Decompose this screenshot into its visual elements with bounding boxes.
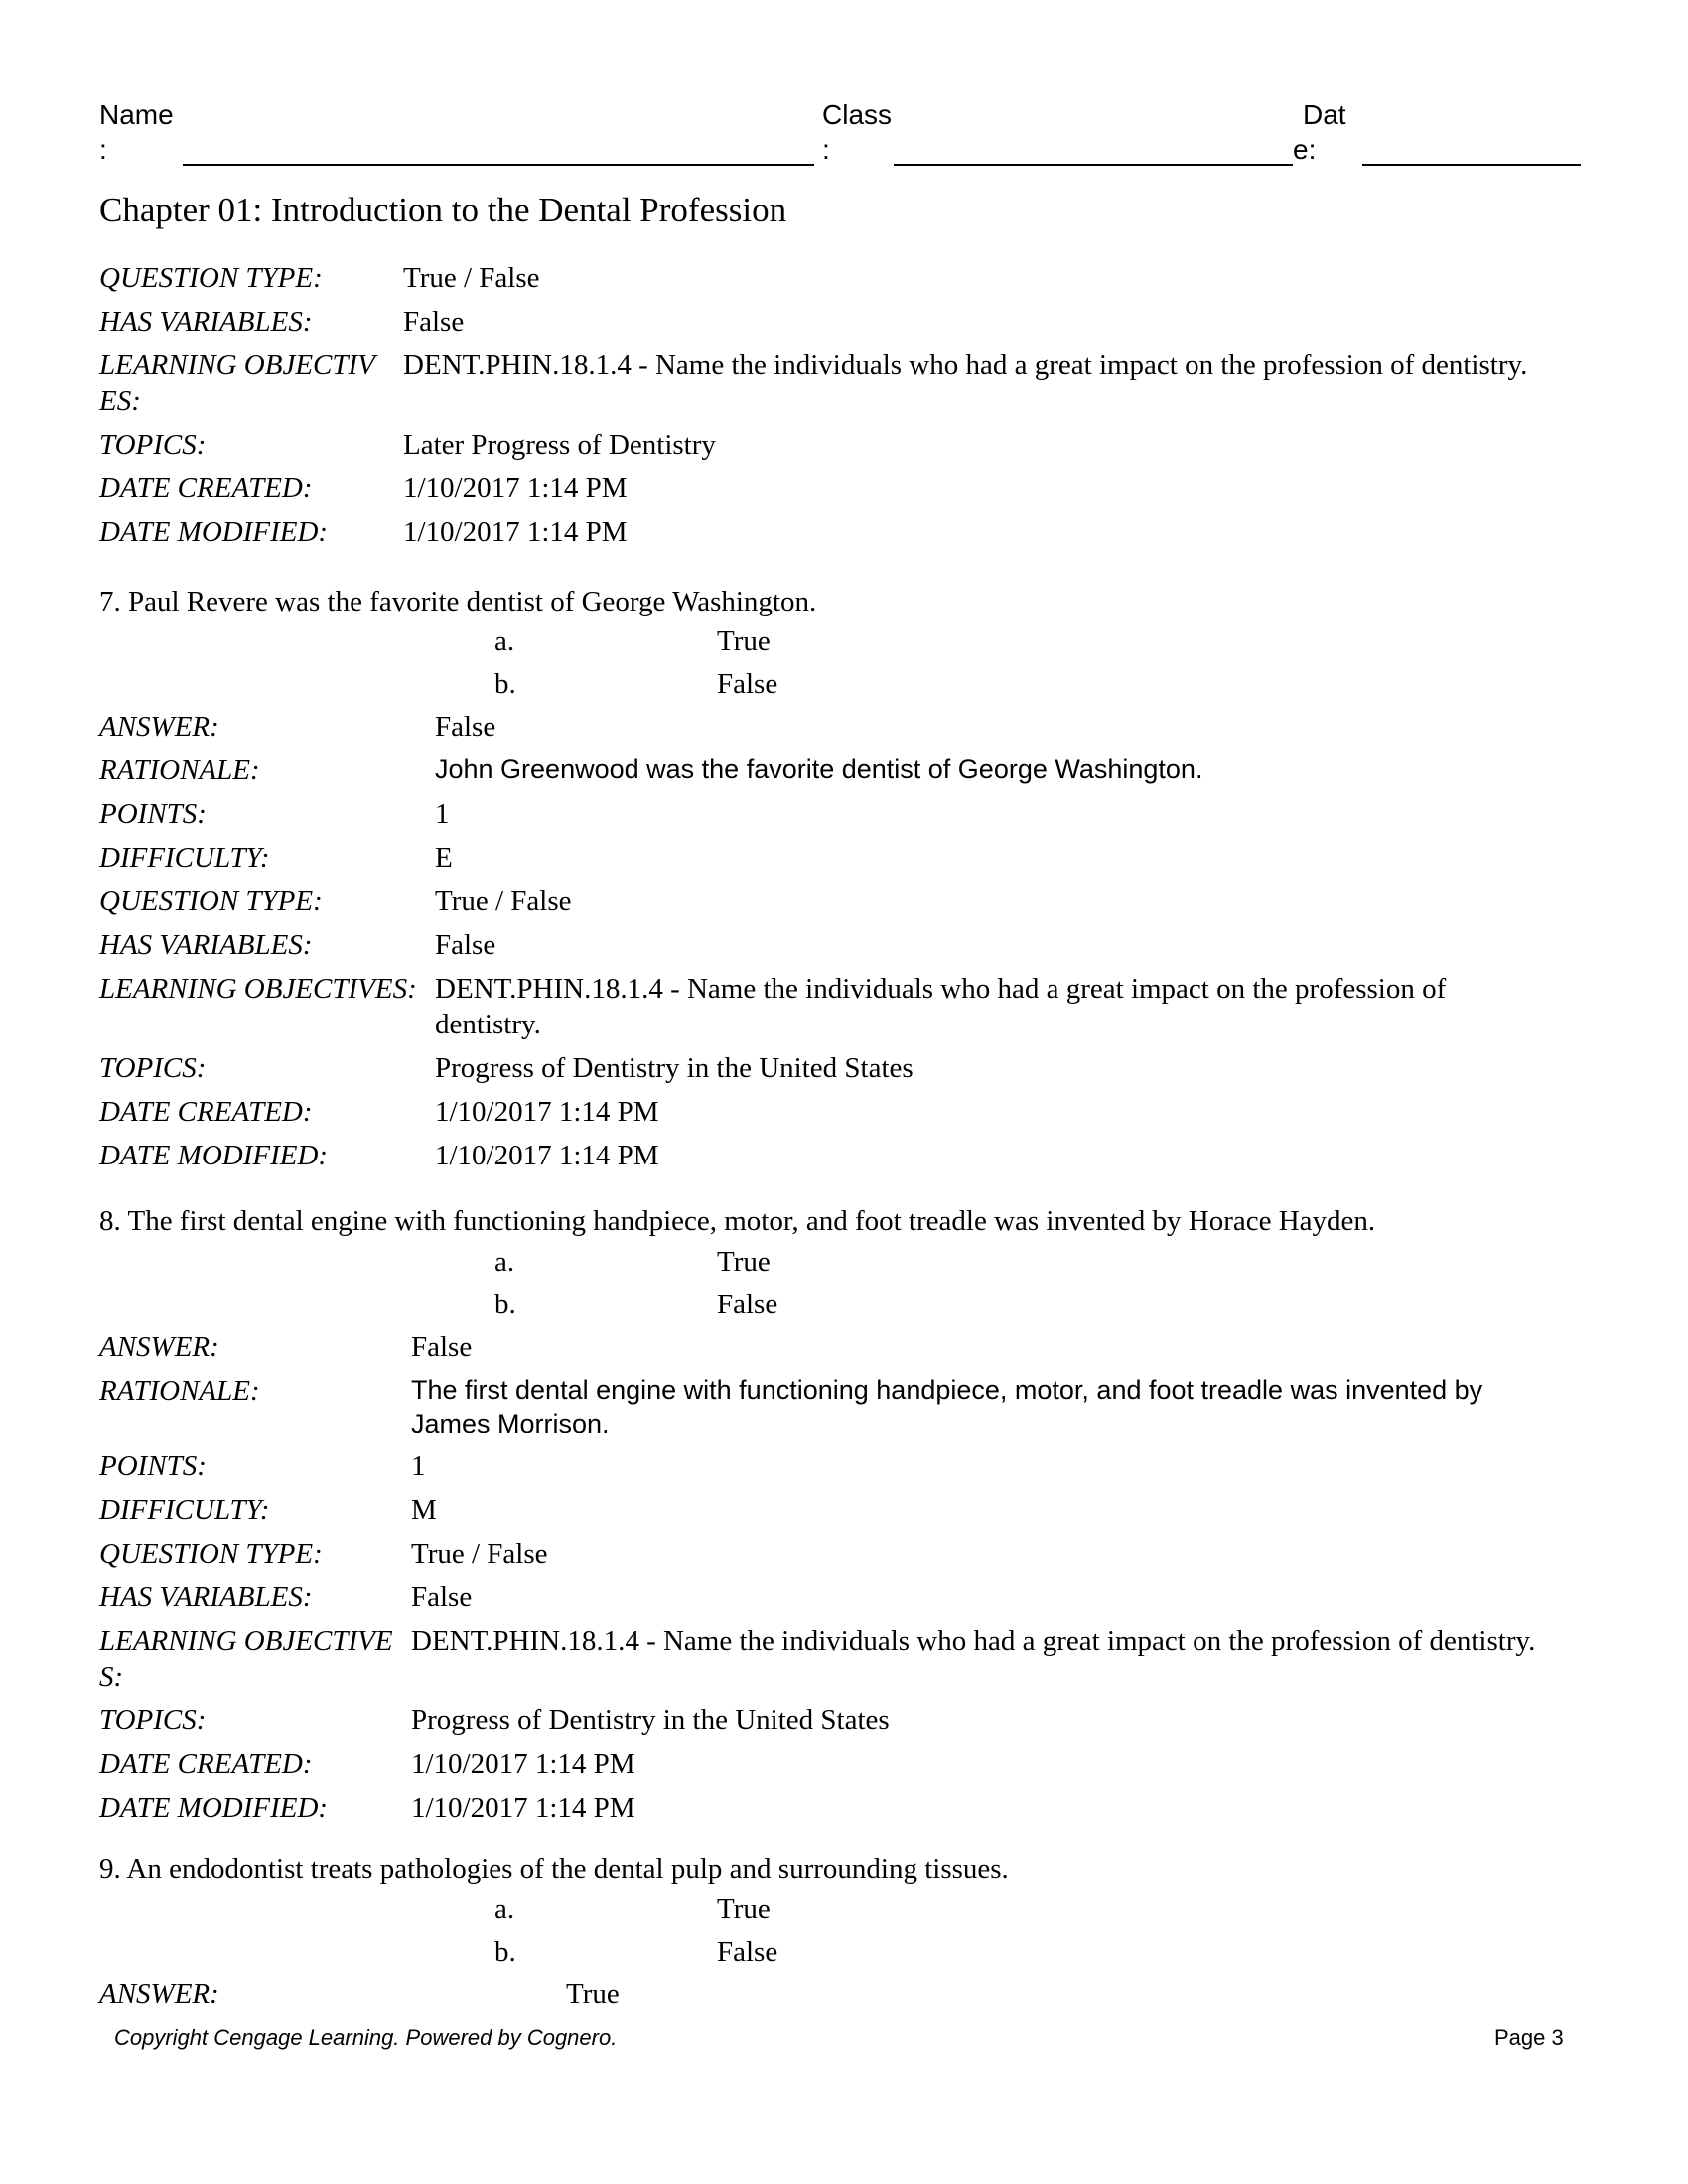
date-label-suffix: e:	[1293, 134, 1317, 165]
class-label: Class	[822, 99, 893, 130]
meta-row-has-variables	[99, 927, 1559, 963]
meta-row-learning-objectives	[99, 971, 1559, 1042]
chapter-title: Chapter 01: Introduction to the Dental Profession	[99, 191, 787, 229]
question-8-text: 8. The first dental engine with functioning handpiece, motor, and foot treadle was invented by Horace Hayden.	[99, 1205, 1376, 1237]
meta-label: DIFFICULTY:	[99, 1494, 270, 1526]
footer-copyright: Copyright Cengage Learning. Powered by Cognero.	[114, 2025, 618, 2050]
option-letter: b.	[494, 1289, 516, 1320]
meta-value: 1/10/2017 1:14 PM	[403, 473, 628, 504]
meta-value: 1/10/2017 1:14 PM	[435, 1096, 659, 1128]
option-letter: b.	[494, 668, 516, 700]
meta-row-question-type	[99, 1536, 1559, 1571]
meta-value: 1/10/2017 1:14 PM	[411, 1792, 635, 1824]
meta-row-question-type	[99, 260, 1559, 296]
meta-label: LEARNING OBJECTIVE S:	[99, 1625, 393, 1693]
previous-question-meta	[99, 260, 1559, 558]
meta-label: LEARNING OBJECTIV ES:	[99, 349, 375, 417]
meta-row-answer	[99, 1329, 1559, 1365]
meta-value: 1/10/2017 1:14 PM	[411, 1748, 635, 1780]
answer-value: True	[566, 1979, 620, 2010]
meta-value: E	[435, 842, 453, 874]
meta-value: False	[435, 929, 496, 961]
option-true[interactable]: True	[717, 625, 771, 657]
meta-label: DATE MODIFIED:	[99, 516, 329, 548]
rationale-value: John Greenwood was the favorite dentist of George Washington.	[435, 754, 1203, 784]
meta-row-date-created	[99, 1746, 1559, 1782]
meta-value: False	[403, 306, 465, 338]
meta-row-question-type	[99, 884, 1559, 919]
meta-value: 1/10/2017 1:14 PM	[435, 1140, 659, 1171]
meta-label: TOPICS:	[99, 1052, 207, 1084]
meta-row-has-variables	[99, 304, 1559, 340]
name-label: Name	[99, 99, 174, 130]
meta-label: QUESTION TYPE:	[99, 1538, 323, 1570]
meta-label: TOPICS:	[99, 429, 207, 461]
meta-label: LEARNING OBJECTIVES:	[99, 973, 417, 1005]
meta-value: DENT.PHIN.18.1.4 - Name the individuals who had a great impact on the profession of dentistry.	[403, 349, 1528, 381]
question-8-meta	[99, 1329, 1559, 1834]
meta-row-date-modified	[99, 1138, 1559, 1173]
meta-row-date-modified	[99, 514, 1559, 550]
option-letter: a.	[494, 1246, 515, 1278]
meta-row-topics	[99, 1703, 1559, 1738]
option-letter: a.	[494, 1893, 515, 1925]
option-letter: a.	[494, 625, 515, 657]
meta-label: ANSWER:	[99, 711, 219, 743]
meta-value: 1/10/2017 1:14 PM	[403, 516, 628, 548]
option-true[interactable]: True	[717, 1893, 771, 1925]
meta-label: DATE MODIFIED:	[99, 1140, 329, 1171]
class-input-line[interactable]	[894, 164, 1293, 166]
meta-value: Progress of Dentistry in the United States	[435, 1052, 914, 1084]
meta-row-points	[99, 796, 1559, 832]
meta-label: TOPICS:	[99, 1705, 207, 1736]
meta-row-difficulty	[99, 840, 1559, 876]
meta-value: False	[411, 1581, 473, 1613]
meta-row-topics	[99, 1050, 1559, 1086]
meta-value: M	[411, 1494, 437, 1526]
meta-value: 1	[411, 1450, 426, 1482]
meta-value: DENT.PHIN.18.1.4 - Name the individuals who had a great impact on the profession of dentistry.	[435, 973, 1447, 1040]
class-label-colon: :	[822, 134, 830, 165]
meta-row-date-modified	[99, 1790, 1559, 1826]
meta-label: DATE CREATED:	[99, 1096, 313, 1128]
meta-label: DIFFICULTY:	[99, 842, 270, 874]
option-false[interactable]: False	[717, 668, 778, 700]
meta-value: True / False	[403, 262, 540, 294]
meta-label: QUESTION TYPE:	[99, 262, 323, 294]
meta-label: DATE CREATED:	[99, 1748, 313, 1780]
meta-row-has-variables	[99, 1579, 1559, 1615]
meta-label: RATIONALE:	[99, 1375, 260, 1407]
question-9-text: 9. An endodontist treats pathologies of the dental pulp and surrounding tissues.	[99, 1853, 1009, 1885]
option-false[interactable]: False	[717, 1936, 778, 1968]
date-label: Dat	[1303, 99, 1346, 130]
meta-value: True / False	[435, 886, 572, 917]
meta-value: True / False	[411, 1538, 548, 1570]
meta-row-rationale	[99, 752, 1559, 788]
answer-label: ANSWER:	[99, 1979, 219, 2010]
meta-label: RATIONALE:	[99, 754, 260, 786]
meta-row-points	[99, 1448, 1559, 1484]
meta-row-difficulty	[99, 1492, 1559, 1528]
answer-value: False	[435, 711, 496, 743]
meta-value: 1	[435, 798, 450, 830]
meta-row-learning-objectives	[99, 1623, 1559, 1695]
meta-row-rationale	[99, 1373, 1559, 1440]
meta-label: POINTS:	[99, 1450, 207, 1482]
meta-label: DATE MODIFIED:	[99, 1792, 329, 1824]
meta-row-answer	[99, 709, 1559, 745]
meta-label: HAS VARIABLES:	[99, 929, 313, 961]
footer-page-number: Page 3	[1494, 2025, 1564, 2050]
option-false[interactable]: False	[717, 1289, 778, 1320]
option-letter: b.	[494, 1936, 516, 1968]
meta-row-learning-objectives	[99, 347, 1559, 419]
date-input-line[interactable]	[1362, 164, 1581, 166]
meta-label: HAS VARIABLES:	[99, 1581, 313, 1613]
question-7-meta	[99, 709, 1559, 1181]
meta-row-date-created	[99, 1094, 1559, 1130]
rationale-value: The first dental engine with functioning handpiece, motor, and foot treadle was invented by James Morrison.	[411, 1375, 1483, 1438]
name-label-colon: :	[99, 134, 107, 165]
meta-row-topics	[99, 427, 1559, 463]
meta-label: QUESTION TYPE:	[99, 886, 323, 917]
meta-label: HAS VARIABLES:	[99, 306, 313, 338]
meta-value: DENT.PHIN.18.1.4 - Name the individuals who had a great impact on the profession of dentistry.	[411, 1625, 1536, 1657]
answer-value: False	[411, 1331, 473, 1363]
meta-value: Progress of Dentistry in the United States	[411, 1705, 890, 1736]
meta-row-date-created	[99, 471, 1559, 506]
meta-value: Later Progress of Dentistry	[403, 429, 716, 461]
name-input-line[interactable]	[183, 164, 814, 166]
meta-label: POINTS:	[99, 798, 207, 830]
meta-label: DATE CREATED:	[99, 473, 313, 504]
option-true[interactable]: True	[717, 1246, 771, 1278]
meta-label: ANSWER:	[99, 1331, 219, 1363]
question-7-text: 7. Paul Revere was the favorite dentist of George Washington.	[99, 586, 817, 617]
